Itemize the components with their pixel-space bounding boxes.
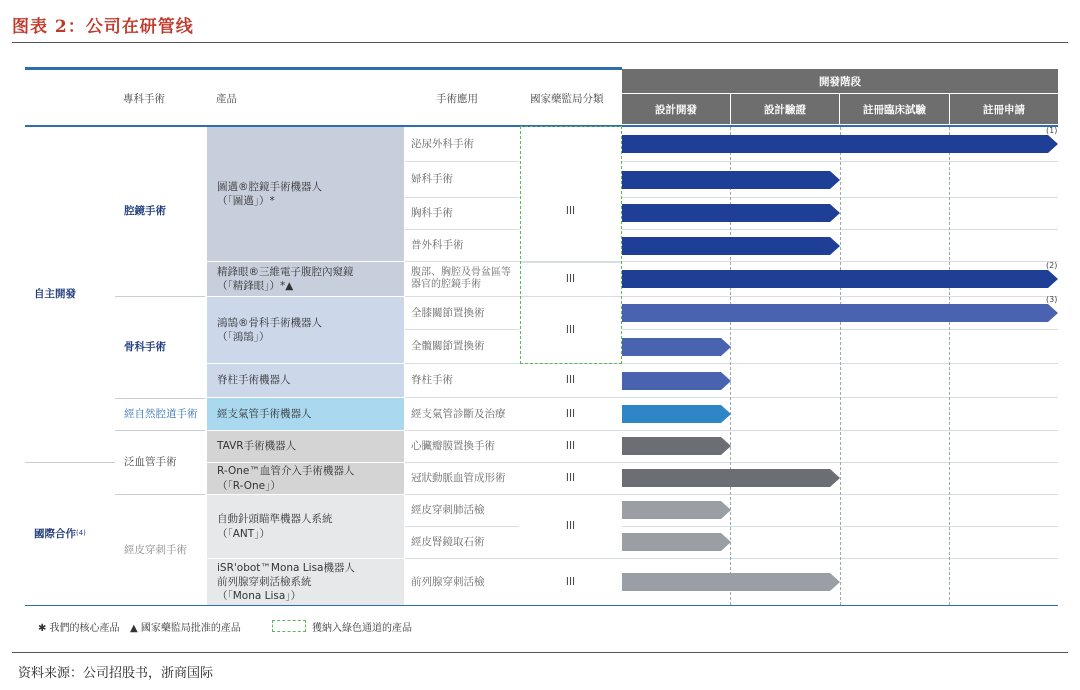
- header-application: 手術應用: [436, 92, 478, 105]
- application-cell: 經支氣管診斷及治療: [411, 407, 506, 420]
- product-honghu-short: （「鴻鵠」）: [217, 331, 270, 343]
- pipeline-footnote: (2): [1046, 261, 1058, 270]
- product-bronchial-robot: 經支氣管手術機器人: [207, 398, 404, 430]
- class-cell: III: [565, 575, 576, 588]
- application-cell: 腹部、胸腔及骨盆區等器官的腔鏡手術: [411, 267, 511, 290]
- application-cell: 冠狀動脈血管成形術: [411, 472, 506, 485]
- class-cell: III: [565, 440, 576, 453]
- product-r-one-short: （「R-One」）: [217, 479, 281, 492]
- class-cell: III: [565, 407, 576, 420]
- pipeline-bar: [622, 437, 731, 455]
- pipeline-bar: [622, 304, 1058, 322]
- product-tavr-robot: TAVR手術機器人: [207, 431, 404, 462]
- product-ant-name: 自動針頭瞄準機器人系統: [217, 513, 333, 526]
- group-international-footnote: (4): [76, 529, 86, 538]
- pipeline-bar: [622, 135, 1058, 153]
- header-nmpa-class: 國家藥監局分類: [530, 92, 604, 105]
- stage-clinical-trial: 註冊臨床試驗: [840, 94, 949, 124]
- pipeline-bar: [622, 501, 731, 519]
- application-cell: 泌尿外科手術: [411, 137, 474, 150]
- application-cell: 心臟瓣膜置換手術: [411, 440, 495, 453]
- application-cell: 全髖關節置換術: [411, 340, 485, 353]
- specialty-natural-orifice: 經自然腔道手術: [124, 407, 198, 420]
- application-cell: 普外科手術: [411, 239, 464, 252]
- header-specialty: 專科手術: [123, 92, 165, 105]
- product-jingfengyan-name: 精鋒眼®三維電子腹腔內窺鏡: [217, 265, 354, 278]
- product-mona-lisa-desc: 前列腺穿刺活檢系統: [217, 575, 312, 588]
- pipeline-bar: [622, 405, 731, 423]
- class-cell: III: [565, 520, 576, 533]
- product-mona-lisa-short: （「Mona Lisa」）: [217, 590, 302, 603]
- source-rule: [12, 652, 1068, 653]
- pipeline-bar: [622, 204, 840, 222]
- product-r-one-name: R-One™血管介入手術機器人: [217, 465, 355, 478]
- pipeline-bar: [622, 533, 731, 551]
- application-cell: 經皮腎鏡取石術: [411, 536, 485, 549]
- legend-core-product: ✱ 我們的核心產品: [38, 622, 120, 634]
- application-cell: 脊柱手術: [411, 374, 453, 387]
- application-cell: 婦科手術: [411, 173, 453, 186]
- legend-green-swatch: [272, 620, 306, 632]
- pipeline-footnote: (1): [1046, 126, 1058, 135]
- stage-design-verify: 設計驗證: [731, 94, 839, 124]
- source-note: 资料来源：公司招股书，浙商国际: [18, 666, 214, 681]
- pipeline-bar: [622, 270, 1058, 288]
- class-cell: III: [565, 472, 576, 485]
- pipeline-bar: [622, 469, 840, 487]
- application-cell: 全膝關節置換術: [411, 306, 485, 319]
- legend-nmpa-approved: ▲ 國家藥監局批准的產品: [130, 622, 241, 634]
- application-cell: 前列腺穿刺活檢: [411, 575, 485, 588]
- application-cell: 經皮穿刺肺活檢: [411, 504, 485, 517]
- product-honghu-name: 鴻鵠®骨科手術機器人: [217, 316, 322, 329]
- class-cell: III: [565, 272, 576, 285]
- stage-registration: 註冊申請: [950, 94, 1058, 124]
- class-cell: III: [565, 205, 576, 218]
- specialty-orthopedic: 骨科手術: [124, 341, 166, 354]
- application-cell: 胸科手術: [411, 207, 453, 220]
- product-ant-short: （「ANT」）: [217, 527, 270, 540]
- specialty-percutaneous: 經皮穿刺手術: [124, 543, 187, 556]
- pipeline-bar: [622, 338, 731, 356]
- product-toumai-name: 圖邁®腔鏡手術機器人: [217, 180, 322, 193]
- specialty-vascular: 泛血管手術: [124, 456, 177, 469]
- product-mona-lisa-name: iSR'obot™Mona Lisa機器人: [217, 561, 355, 574]
- product-toumai-short: （「圖邁」）*: [217, 195, 275, 207]
- pipeline-bar: [622, 237, 840, 255]
- class-cell: III: [565, 323, 576, 336]
- class-cell: III: [565, 374, 576, 387]
- group-independent: 自主開發: [34, 288, 76, 301]
- group-international-label: 國際合作: [34, 527, 76, 540]
- pipeline-footnote: (3): [1046, 295, 1058, 304]
- header-stage-group: 開發階段: [622, 69, 1058, 93]
- legend-green-channel: 獲納入綠色通道的產品: [312, 622, 412, 634]
- header-product: 產品: [216, 92, 237, 105]
- page-title: 图表 2：公司在研管线: [12, 17, 194, 37]
- specialty-laparoscopic: 腔鏡手術: [124, 205, 166, 218]
- pipeline-bar: [622, 372, 731, 390]
- pipeline-bar: [622, 573, 840, 591]
- product-spine-robot: 脊柱手術機器人: [207, 364, 404, 397]
- product-jingfengyan-short: （「精鋒眼」）*▲: [217, 280, 294, 292]
- pipeline-bar: [622, 171, 840, 189]
- stage-design-dev: 設計開發: [622, 94, 730, 124]
